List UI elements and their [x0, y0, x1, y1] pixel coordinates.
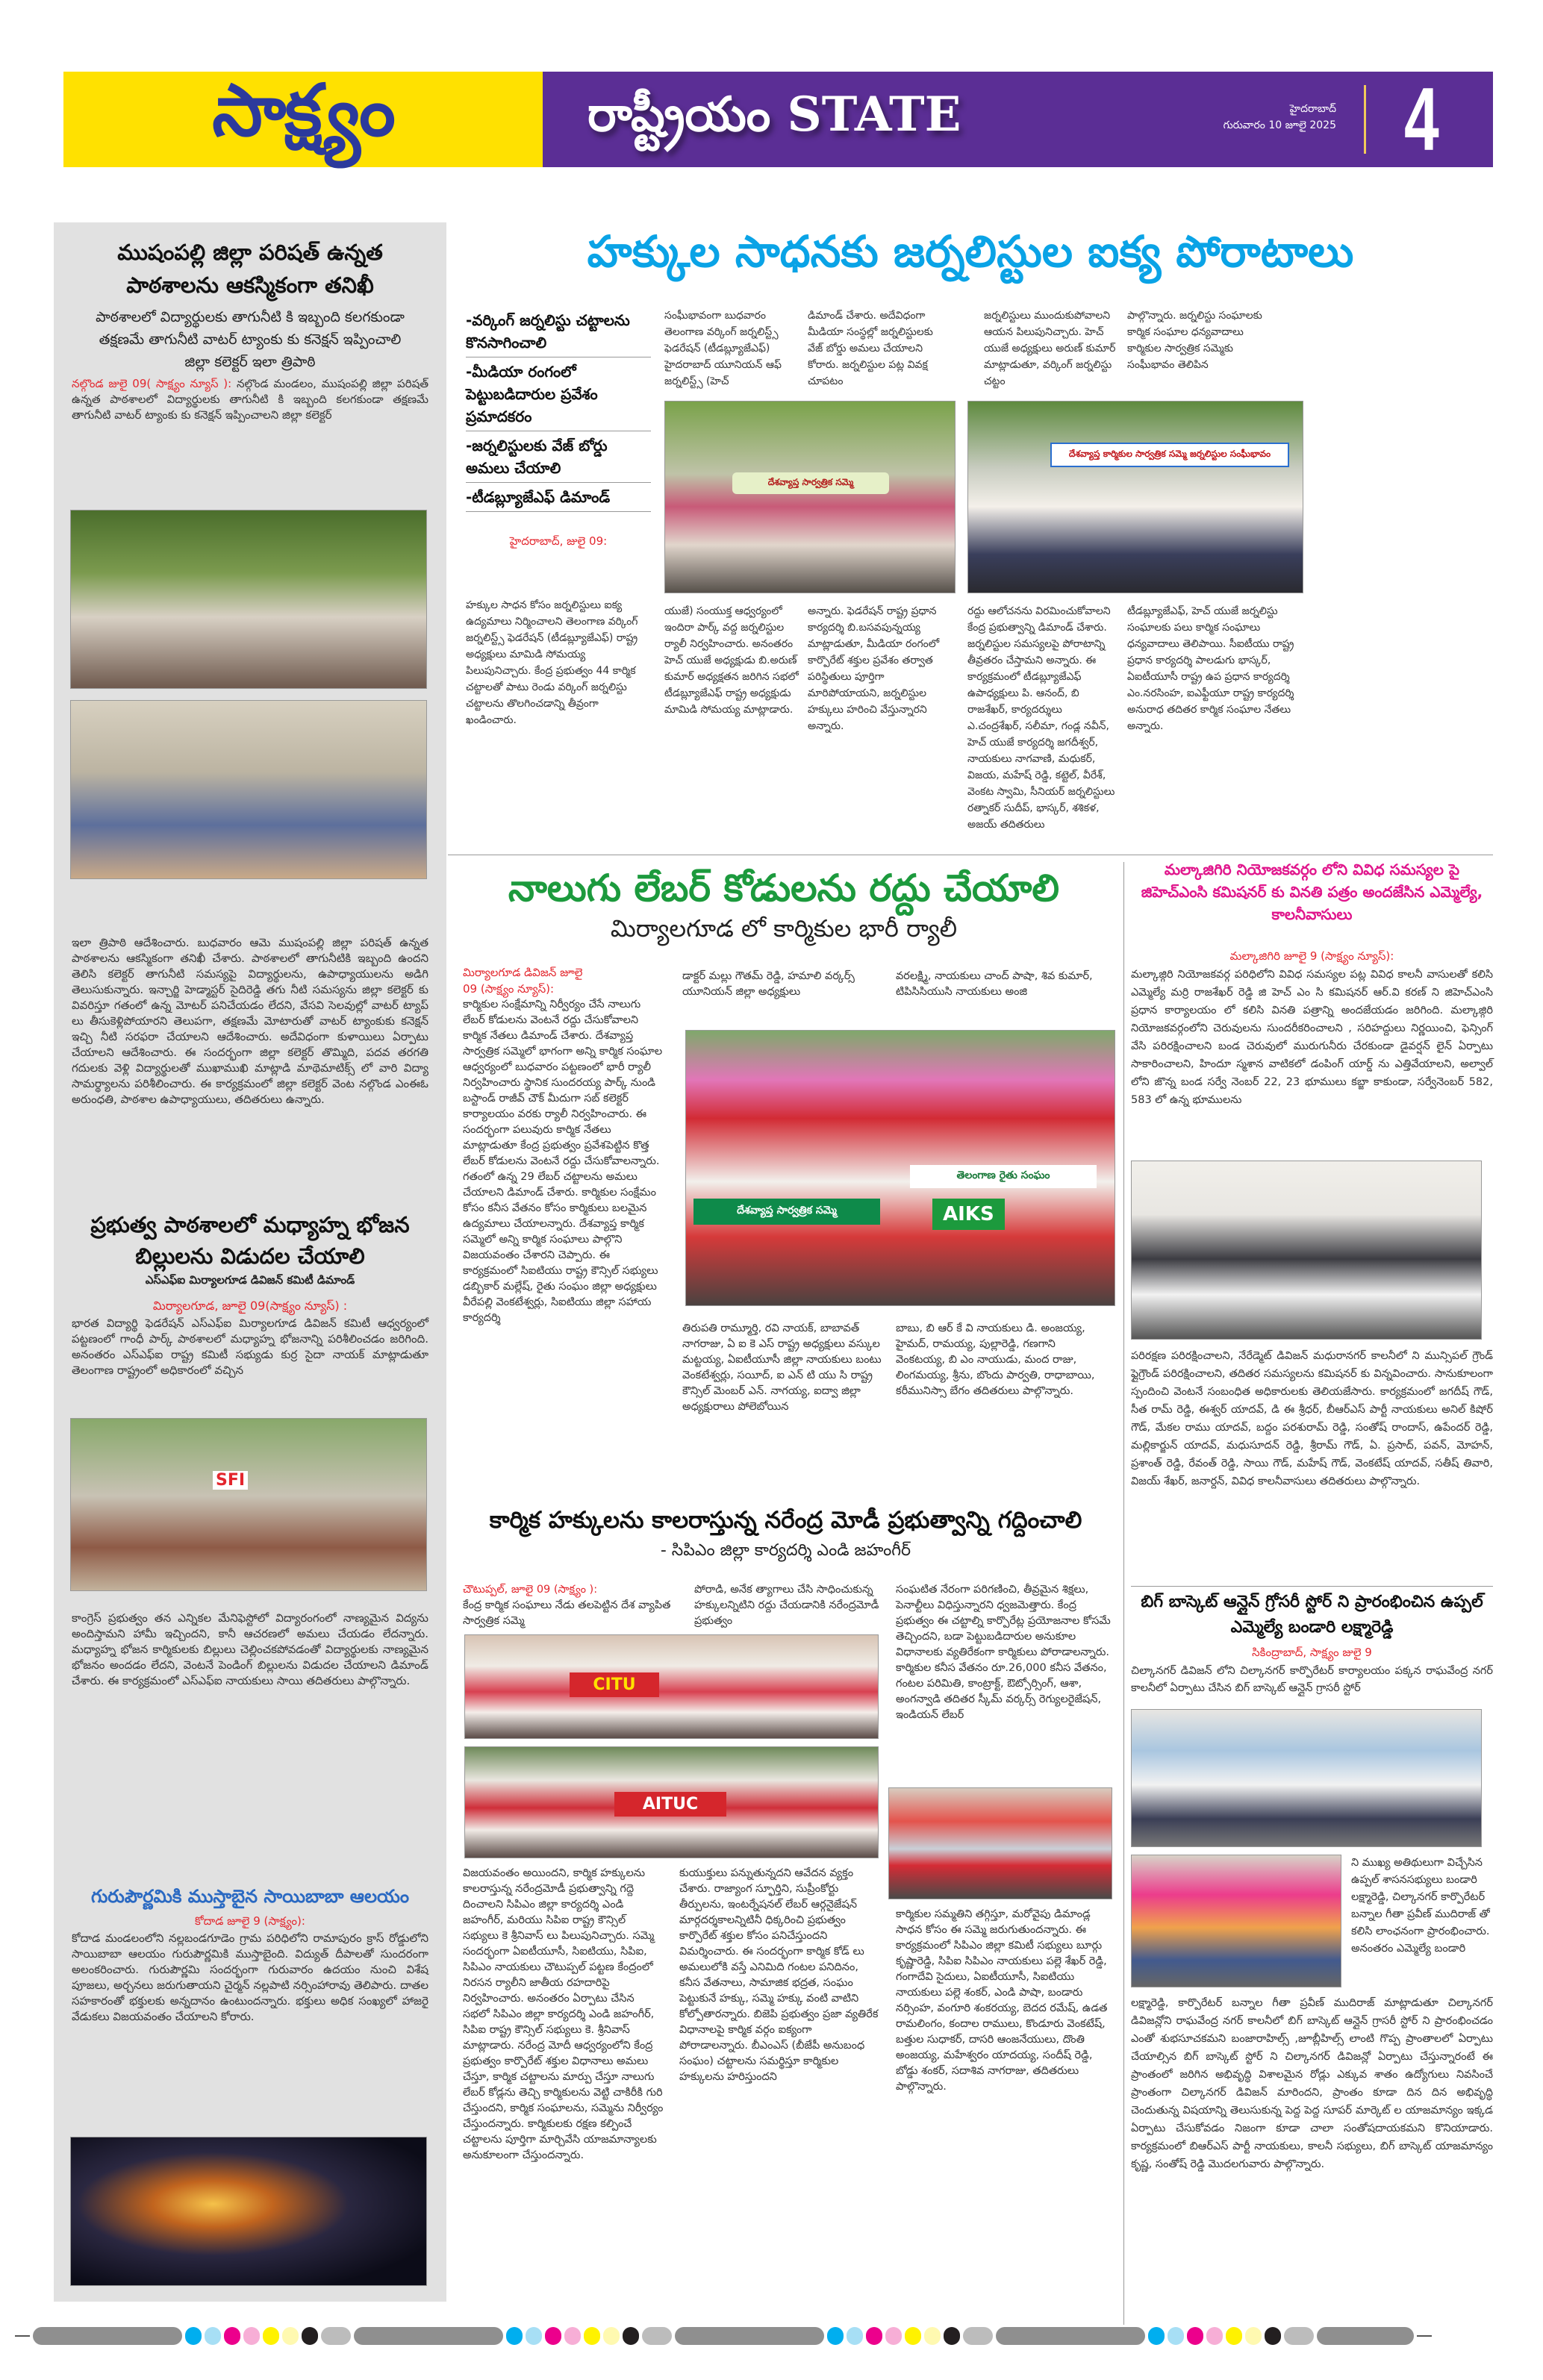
color-patch — [282, 2327, 299, 2345]
lead-column-7: అన్నారు. ఫెడరేషన్ రాష్ట్ర ప్రధాన కార్యదర్శి బి.బసవపున్నయ్య మాట్లాడుతూ, మీడియా రంగంలో కార్పొరేట్ శక్తుల ప్రవేశం తర్వాత పరిస్థితులు పూర్తిగా మారిపోయాయని, జర్నలిస్టుల హక్కులు హరించి వేస్తున్నారని అన్నారు. — [808, 605, 940, 732]
bigbasket-body: లక్ష్మారెడ్డి, కార్పొరేటర్ బన్నాల గీతా ప్రవీణ్ ముదిరాజ్ మాట్లాడుతూ చిల్కానగర్ డివిజన్లోని రాఘవేంద్ర నగర్ కాలనీలో బిగ్ బాస్కెట్ ఆన్లైన్ గ్రాసరీ స్టోర్ ని ప్రారంభించడం ఎంతో శుభసూచకమని బంజారాహిల్స్ ,జూబ్లీహిల్స్ లాంటి గొప్ప ప్రాంతాలలో ఏర్పాటు చేయాల్సిన బిగ్ బాస్కెట్ స్టోర్ ని చిల్కానగర్ డివిజన్లో ఏర్పాటు చేస్తున్నారంటే ఈ ప్రాంతంలో జరిగిన అభివృద్ధి విశాలమైన రోడ్లు ఎక్కువ శాతం ఉద్యోగులు నివసించే ప్రాంతంగా చిల్కానగర్ డివిజన్ మారిందని, ప్రాంతం కూడా దిన దిన అభివృద్ధి చెందుతున్న విషయాన్ని తెలుసుకున్న పెద్ద పెద్ద సూపర్ మార్కెట్ ల యాజమాన్యం ఇక్కడ ఏర్పాటు చేసుకోవడం నిజంగా కూడా చాలా సంతోషదాయకమని కొనియాడారు. కార్యక్రమంలో బిఆర్ఎస్ పార్టీ నాయకులు, కాలనీ సభ్యులు, బిగ్ బాస్కెట్ యాజమాన్యం కృష్ణ, సంతోష్ రెడ్డి మొదలగువారు పాల్గొన్నారు. — [1131, 1997, 1493, 2170]
tint-patch — [963, 2327, 993, 2345]
section-title: రాష్ట్రీయం STATE — [587, 87, 961, 143]
color-patch — [545, 2327, 561, 2345]
highlight-item: -టీడబ్ల్యూజేఎఫ్ డిమాండ్ — [466, 483, 651, 512]
color-patch — [243, 2327, 260, 2345]
bigbasket-side-text: ని ముఖ్య అతిథులుగా విచ్చేసిన ఉప్పల్ శాసనసభ్యులు బండారి లక్ష్మారెడ్డి, చిల్కానగర్ కార్పొరేటర్ బన్నాల గీతా ప్రవీణ్ ముదిరాజ్ తో కలిసి లాంఛనంగా ప్రారంభించారు. అనంతరం ఎమ్మెల్యే బండారి — [1351, 1857, 1490, 1955]
gray-patch — [354, 2327, 503, 2345]
photo-journalists-banner — [967, 401, 1303, 593]
aituc-banner: AITUC — [614, 1792, 726, 1817]
color-patch — [1168, 2327, 1184, 2345]
tint-patch — [321, 2327, 351, 2345]
aiks-banner: AIKS — [932, 1199, 1005, 1230]
subheadline: పాఠశాలలో విద్యార్థులకు తాగునీటి కి ఇబ్బంది కలగకుండా తక్షణమే తాగునీటి వాటర్ ట్యాంకు కు కనెక్షన్ ఇప్పించాలి — [96, 309, 405, 348]
color-patch — [1187, 2327, 1203, 2345]
dateline: కోదాడ జూలై 9 (సాక్ష్యం): — [195, 1914, 305, 1928]
highlight-item: -మీడియా రంగంలో పెట్టుబడిదారుల ప్రవేశం ప్రమాదకరం — [466, 357, 651, 431]
color-patch — [1148, 2327, 1165, 2345]
edition-city: హైదరాబాద్ — [1289, 103, 1336, 115]
malkajgiri-body-top: మల్కాజ్గిరి నియోజకవర్గ పరిధిలోని వివిధ సమస్యల పట్ల వివిధ కాలనీ వాసులతో కలిసి ఎమ్మెల్యే మర్రి రాజశేఖర్ రెడ్డి జి హెచ్ ఎం సి కమిషనర్ ఆర్.వి కరణ్ ని జిహెచ్ఎంసి ప్రధాన కార్యాలయం లో కలిసి వినతి పత్రాన్ని అందజేయడం జరిగింది. మల్కాజ్గిరి నియోజకవర్గంలోని చెరువులను సుందరీకరించాలని , సరిహద్దులు నిర్ణయించి, ఫెన్సింగ్ వేసి పరిరక్షించాలని బండ చెరువులో మురుగునీరు చేరకుండా డైవర్షన్ లైన్ ఏర్పాటు సాకారించాలని, హిందూ స్మశాన వాటికలో డంపింగ్ యార్డ్ ను ఎత్తివేయాలని, అల్వాల్ లోని జొన్న బండ సర్వే నెంబర్ 22, 23 భూములు కబ్జా కాకుండా, సర్వేనెంబర్ 582, 583 లో ఉన్న భూములను — [1131, 969, 1493, 1106]
color-patch — [623, 2327, 639, 2345]
malkajgiri-body-bottom: పరిరక్షణ పరిరక్షించాలని, నేరేడ్మెట్ డివిజన్ మధురానగర్ కాలనీలో ని మున్సిపల్ గ్రౌండ్ ఫ్లైగ్రౌండ్ పరిరక్షించాలని, తదితర సమస్యలను కమిషనర్ కు విన్నవించారు. సానుకూలంగా స్పందించి వెంటనే సంబంధిత అధికారులకు తెలియజేసారు. కార్యక్రమంలో జగదీష్ గౌడ్, సీత రామ్ రెడ్డి, ఈశ్వర్ యాదవ్, డి ఈ శ్రీధర్, బీఆర్ఎస్ పార్టీ నాయకులు అనిల్ కిషోర్ గౌడ్, మేకల రాము యాదవ్, బద్దం పరశురామ్ రెడ్డి, సంతోష్ రాందాస్, ఉపేందర్ రెడ్డి, మల్లికార్జున్ యాదవ్, మధుసూదన్ రెడ్డి, శ్రీరామ్ గౌడ్, ఏ. ప్రసాద్, పవన్, మోహన్, ప్రశాంత్ రెడ్డి, రేవంత్ రెడ్డి, సాయి గౌడ్, మహేష్ గౌడ్, వెంకటేష్ యాదవ్, సతీష్ తివారి, విజయ్ శేఖర్, జనార్దన్, వివిధ కాలనీవాసులు తదితరులు పాల్గొన్నారు. — [1131, 1350, 1493, 1487]
highlight-item: -వర్కింగ్ జర్నలిస్టు చట్టాలను కొనసాగించాలి — [466, 306, 651, 357]
labour-headline: నాలుగు లేబర్ కోడులను రద్దు చేయాలి — [508, 866, 1060, 910]
bigbasket-lead: చిల్కానగర్ డివిజన్ లోని చిల్కానగర్ కార్పొరేటర్ కార్యాలయం పక్కన రాఘవేంద్ర నగర్ కాలనీలో ఏర్పాటు చేసిన బిగ్ బాస్కెట్ ఆన్లైన్ గ్రాసరీ స్టోర్ — [1131, 1665, 1493, 1694]
photo-felicitation — [1131, 1855, 1341, 1987]
photo-cpm-rally — [888, 1787, 1112, 1899]
headline: ముషంపల్లి జిల్లా పరిషత్ ఉన్నత పాఠశాలను ఆకస్మికంగా తనిఖీ — [117, 240, 383, 298]
citu-banner: CITU — [570, 1672, 659, 1697]
color-patch — [263, 2327, 279, 2345]
story-body: కాంగ్రెస్ ప్రభుత్వం తన ఎన్నికల మేనిఫెస్టోలో విద్యారంగంలో నాణ్యమైన విద్యను అందిస్తామని హామీ ఇచ్చిందని, కానీ ఆచరణలో అమలు చేయడం లేదన్నారు. మధ్యాహ్న భోజన కార్మికులకు బిల్లులు చెల్లించకపోవడంతో విద్యార్థులకు నాణ్యమైన భోజనం అందడం లేదని, వెంటనే పెండింగ్ బిల్లులను విడుదల చేయాలని డిమాండ్ చేశారు. ఈ కార్యక్రమంలో ఎస్ఎఫ్ఐ నాయకులు సాయి తదితరులు పాల్గొన్నారు. — [72, 1611, 428, 1687]
labour-column-3-top: వరలక్ష్మి, నాయకులు చాంద్ పాషా, శివ కుమార్, టిపిసిసియుసి నాయకులు అంజి — [896, 970, 1093, 998]
dateline: నల్గొండ జులై 09( సాక్ష్యం న్యూస్ ): — [72, 377, 232, 390]
story-body: కార్మికుల సంక్షేమాన్ని నిర్వీర్యం చేసే నాలుగు లేబర్ కోడులను వెంటనే రద్దు చేసుకోవాలని కార్మిక నేతలు డిమాండ్ చేశారు. దేశవ్యాప్త సార్వత్రిక సమ్మెలో భాగంగా అన్ని కార్మిక సంఘాల ఆధ్వర్యంలో బుధవారం పట్టణంలో భారీ ర్యాలీ నిర్వహించారు స్థానిక సుందరయ్య పార్క్ నుండి బస్టాండ్ రాజీవ్ చౌక్ మీదుగా సబ్ కలెక్టర్ కార్యాలయం వరకు ర్యాలీ నిర్వహించారు. ఈ సందర్భంగా పలువురు కార్మిక నేతలు మాట్లాడుతూ కేంద్ర ప్రభుత్వం ప్రవేశపెట్టిన కొత్త లేబర్ కోడులను వెంటనే రద్దు చేసుకోవాలన్నారు. గతంలో ఉన్న 29 లేబర్ చట్టాలను అమలు చేయాలని డిమాండ్ చేశారు. కార్మికుల సంక్షేమం కోసం కనీస వేతనం కోసం కార్మికులు బలమైన ఉద్యమాలు చేయాలన్నారు. దేశవ్యాప్త కార్మిక సమ్మెలో అన్ని కార్మిక సంఘాలు పాల్గొని విజయవంతం చేశారని చెప్పారు. ఈ కార్యక్రమంలో సిఐటియు రాష్ట్ర కౌన్సిల్ సభ్యులు డబ్బికార్ మల్లేష్, రైతు సంఘం జిల్లా అధ్యక్షులు వీరేపల్లి వెంకటేశ్వర్లు, సిఐటియు జిల్లా సహాయ కార్యదర్శి — [463, 999, 663, 1324]
story-lead: భారత విద్యార్థి ఫెడరేషన్ ఎస్ఎఫ్ఐ మిర్యాలగూడ డివిజన్ కమిటీ ఆధ్వర్యంలో పట్టణంలో గాంధీ పార్క్ పాఠశాలలో మధ్యాహ్న భోజనాన్ని పరిశీలించడం జరిగింది. అనంతరం ఎస్ఎఫ్ఐ రాష్ట్ర కమిటీ సభ్యుడు కుర్ర సైదా నాయక్ మాట్లాడుతూ తెలంగాణ రాష్ట్రంలో అధికారంలో వచ్చిన — [72, 1317, 428, 1377]
labour-column-3-bottom: బాబు, బి ఆర్ కే వి నాయకులు డి. అంజయ్య, హైమద్, రామయ్య, పుల్లారెడ్డి, గణగాని వెంకటయ్య, బి ఎం నాయుడు, మంద రాజు, లింగమయ్య, శ్రీను, బొందు పార్వతి, రాధాబాయి, కరీమునిస్సా బేగం తదితరులు పాల్గొన్నారు. — [896, 1322, 1095, 1397]
cpm-column-2-top: పోరాడి, అనేక త్యాగాలు చేసి సాధించుకున్న హక్కులన్నిటిని రద్దు చేయడానికి నరేంద్రమోడీ ప్రభుత్వం — [694, 1584, 879, 1627]
lead-column-4: పాల్గొన్నారు. జర్నలిస్టు సంఘాలకు కార్మిక సంఘాల ధన్యవాదాలు కార్మికుల సార్వత్రిక సమ్మెకు సంఘీభావం తెలిపిన — [1127, 310, 1262, 371]
photo-mla-commissioner — [1131, 1161, 1482, 1340]
photo-labour-rally — [685, 1030, 1115, 1306]
color-patch — [526, 2327, 542, 2345]
dateline: మిర్యాలగూడ డివిజన్ జూలై 09 (సాక్ష్యం న్యూస్): — [463, 966, 583, 996]
color-patch — [924, 2327, 941, 2345]
color-patch — [885, 2327, 902, 2345]
tint-patch — [1284, 2327, 1314, 2345]
lead-column-2: డిమాండ్ చేశారు. అదేవిధంగా మీడియా సంస్థల్లో జర్నలిస్టులకు వేజ్ బోర్డు అమలు చేయాలని కోరారు. జర్నలిస్టుల పట్ల వివక్ష చూపటం — [808, 310, 933, 387]
photo-citu-protest — [464, 1634, 879, 1739]
lead-column-9: టీడబ్ల్యూజేఎఫ్, హెచ్ యుజే జర్నలిస్టు సంఘాలకు పలు కార్మిక సంఘాలు ధన్యవాదాలు తెలిపాయి. సీఐటీయు రాష్ట్ర ప్రధాన కార్యదర్శి పాలడుగు భాస్కర్, ఏఐటీయూసీ రాష్ట్ర ఉప ప్రధాన కార్యదర్శి ఎం.నరసింహ, ఐఎఫ్టీయూ రాష్ట్ర కార్యదర్శి అనురాధ తదితర కార్మిక సంఘాల నేతలు అన్నారు. — [1127, 605, 1294, 732]
headline: గురుపౌర్ణమికి ముస్తాబైన సాయిబాబా ఆలయం — [90, 1886, 410, 1907]
story-body: కేంద్ర కార్మిక సంఘాలు నేడు తలపెట్టిన దేశ వ్యాపిత సార్వత్రిక సమ్మె — [463, 1599, 671, 1627]
lead-column-3: జర్నలిస్టులు ముందుకుపోవాలని ఆయన పిలుపునిచ్చారు. హెచ్ యుజే అధ్యక్షులు అరుణ్ కుమార్ మాట్లాడుతూ, వర్కింగ్ జర్నలిస్టు చట్టం — [984, 310, 1116, 387]
lead-column-5: హక్కుల సాధన కోసం జర్నలిస్టులు ఐక్య ఉద్యమాలు నిర్మించాలని తెలంగాణ వర్కింగ్ జర్నలిస్ట్స్ ఫెడరేషన్ (టీడబ్ల్యూజేఎఫ్) రాష్ట్ర అధ్యక్షులు మామిడి సోమయ్య పిలుపునిచ్చారు. కేంద్ర ప్రభుత్వం 44 కార్మిక చట్టాలతో పాటు రెండు వర్కింగ్ జర్నలిస్టు చట్టాలను తొలగించడాన్ని తీవ్రంగా ఖండించారు. — [466, 599, 638, 726]
color-patch — [603, 2327, 620, 2345]
logo-text: సాక్ష్యం — [212, 69, 394, 152]
labour-column-1 — [463, 964, 664, 1326]
print-color-bar — [15, 2327, 1528, 2345]
color-patch — [944, 2327, 960, 2345]
sammelan-banner: దేశవ్యాప్త కార్మికుల సార్వత్రిక సమ్మె జర్నలిస్టుల సంఘీభావం — [1050, 443, 1289, 467]
color-patch — [185, 2327, 202, 2345]
gray-patch — [33, 2327, 182, 2345]
color-patch — [905, 2327, 921, 2345]
cpm-subheadline: - సిపిఎం జిల్లా కార్యదర్శి ఎండి జహంగీర్ — [660, 1541, 911, 1560]
lead-headline: హక్కుల సాధనకు జర్నలిస్టుల ఐక్య పోరాటాలు — [587, 226, 1354, 277]
labour-column-2-bottom: తిరుపతి రామ్మూర్తి, రవి నాయక్, బాబావత్ నాగరాజు, ఏ ఐ కె ఎస్ రాష్ట్ర అధ్యక్షులు వస్కుల మట్టయ్య, ఏఐటీయూసీ జిల్లా నాయకులు బంటు వెంకటేశ్వర్లు, సయీద్, ఐ ఎన్ టి యు సి రాష్ట్ర కౌన్సిల్ మెంబర్ ఎన్. నాగయ్య, ఐద్వా జిల్లా అధ్యక్షురాలు పోలెబోయిన — [682, 1322, 882, 1413]
labour-column-2-top: డాక్టర్ మల్లు గౌతమ్ రెడ్డి, హమాలి వర్కర్స్ యూనియన్ జిల్లా అధ్యక్షులు — [682, 970, 855, 998]
masthead-logo — [63, 69, 543, 167]
registration-mark — [1417, 2335, 1432, 2337]
highlight-item: -జర్నలిస్టులకు వేజ్ బోర్డు అమలు చేయాలి — [466, 431, 651, 483]
color-patch — [506, 2327, 523, 2345]
byline: జిల్లా కలెక్టర్ ఇలా త్రిపాఠి — [184, 354, 316, 370]
photo-collector-classroom — [70, 700, 427, 879]
labour-subheadline: మిర్యాలగూడ లో కార్మికుల భారీ ర్యాలీ — [610, 914, 958, 943]
story-midday-meal — [72, 1209, 428, 1378]
masthead-divider — [1364, 85, 1366, 154]
photo-sai-temple-lights — [70, 2137, 427, 2286]
story-school-inspection — [72, 236, 428, 423]
color-patch — [1206, 2327, 1223, 2345]
dateline: మిర్యాలగూడ, జూలై 09(సాక్ష్యం న్యూస్) : — [152, 1299, 348, 1313]
color-patch — [1226, 2327, 1242, 2345]
subheadline: ఎస్ఎఫ్ఐ మిర్యాలగూడ డివిజన్ కమిటీ డిమాండ్ — [145, 1273, 355, 1287]
lead-highlights — [466, 306, 651, 551]
cpm-column-3-top: సంఘటిత నేరంగా పరిగణించి, తీవ్రమైన శిక్షలు, పెనాల్టీలు విధిస్తున్నారని ధ్వజమెత్తారు. కేంద్ర ప్రభుత్వం ఈ చట్టాల్ని కార్పొరేట్ల ప్రయోజనాల కోసమే తెచ్చిందని, బడా పెట్టుబడిదారుల అనుకూల విధానాలకు వ్యతిరేకంగా కార్మికులు పోరాడాలన్నారు. కార్మికుల కనీస వేతనం రూ.26,000 కనీస వేతనం, గంటల పరిమితి, కాంట్రాక్ట్, ఔట్సోర్సింగ్, ఆశా, అంగన్వాడి తదితర స్కీమ్ వర్కర్స్ రెగ్యులరైజేషన్, ఇండియన్ లేబర్ — [896, 1584, 1111, 1721]
page-number: 4 — [1404, 69, 1439, 169]
masthead-band — [543, 69, 1493, 169]
bigbasket-dateline: సికింద్రాబాద్, సాక్ష్యం జులై 9 — [1252, 1646, 1372, 1659]
gray-patch — [675, 2327, 824, 2345]
photo-sfi-school-visit — [70, 1418, 427, 1591]
rally-banner-rythu: తెలంగాణ రైతు సంఘం — [910, 1165, 1097, 1188]
story-lead — [72, 376, 428, 423]
color-patch — [302, 2327, 318, 2345]
photo-ribbon-cutting — [1131, 1709, 1482, 1847]
rally-banner-green: దేశవ్యాప్త సార్వత్రిక సమ్మె — [693, 1199, 880, 1225]
color-patch — [205, 2327, 221, 2345]
left-sidebar-column — [54, 222, 446, 2302]
cpm-column-1-bottom: విజయవంతం అయిందని, కార్మిక హక్కులను కాలరాస్తున్న నరేంద్రమోడీ ప్రభుత్వాన్ని గద్దె దించాలని సిపిఎం జిల్లా కార్యదర్శి ఎండి జహంగీర్, మరియు సిపిఐ రాష్ట్ర కౌన్సిల్ సభ్యులు కె శ్రీనివాస్ లు పిలుపునిచ్చారు. సమ్మె సందర్భంగా ఏఐటీయూసీ, సిఐటియు, సిపిఐ, సిపిఎం నాయకులు చౌటుప్పల్ పట్టణ కేంద్రంలో నిరసన ర్యాలీని జాతీయ రహదారిపై నిర్వహించారు. అనంతరం ఏర్పాటు చేసిన సభలో సిపిఎం జిల్లా కార్యదర్శి ఎండి జహంగీర్, సిపిఐ రాష్ట్ర కౌన్సిల్ సభ్యులు కె. శ్రీనివాస్ మాట్లాడారు. నరేంద్ర మోదీ ఆధ్వర్యంలోని కేంద్ర ప్రభుత్వం కార్పొరేట్ శక్తుల విధానాలు అమలు చేస్తూ, కార్మిక చట్టాలను మార్పు చేస్తూ నాలుగు లేబర్ కోడ్లను తెచ్చి కార్మికులను వెట్టి చాకిరీకి గురి చేస్తుందని, కార్మిక సంఘాలను, సమ్మెను నిర్వీర్యం చేస్తుందన్నారు. కార్మికులకు రక్షణ కల్పించే చట్టాలను పూర్తిగా మార్చివేసి యాజమాన్యాలకు అనుకూలంగా చేస్తుందన్నారు. — [463, 1867, 664, 2161]
rally-banner: దేశవ్యాప్త సార్వత్రిక సమ్మె — [732, 472, 889, 494]
lead-text: నల్గొండ మండలం, ముషంపల్లి జిల్లా పరిషత్ ఉన్నత పాఠశాలలో విద్యార్థులకు తాగునీటి కి ఇబ్బంది కలగకుండా తక్షణమే తాగునీటి వాటర్ ట్యాంకు కు కనెక్షన్ ఇప్పించాలని జిల్లా కలెక్టర్ — [72, 377, 428, 422]
story-body: కోదాడ మండలంలోని నల్లబండగూడెం గ్రామ పరిధిలోని రామాపురం క్రాస్ రోడ్డులోని సాయిబాబా ఆలయం గురుపౌర్ణమికి ముస్తాబైంది. విద్యుత్ దీపాలతో సుందరంగా అలంకరించారు. గురుపౌర్ణమి సందర్భంగా గురువారం ఉదయం నుంచి విశేష పూజలు, అర్చనలు జరుగుతాయని చైర్మన్ నల్లపాటి నర్సింహారావు తెలిపారు. దాతల సహకారంతో భక్తులకు అన్నదానం ఉంటుందన్నారు. భక్తులు అధిక సంఖ్యలో హాజరై వేడుకలు విజయవంతం చేయాలని కోరారు. — [72, 1931, 428, 2023]
registration-mark — [15, 2335, 30, 2337]
photo-aituc-protest — [464, 1746, 879, 1858]
gray-patch — [996, 2327, 1145, 2345]
section-divider — [1131, 1586, 1493, 1587]
color-patch — [1245, 2327, 1262, 2345]
photo-journalists-rally — [664, 401, 956, 593]
lead-column-8: రద్దు ఆలోచనను విరమించుకోవాలని కేంద్ర ప్రభుత్వాన్ని డిమాండ్ చేశారు. జర్నలిస్టుల సమస్యలపై పోరాటాన్ని తీవ్రతరం చేస్తామని అన్నారు. ఈ కార్యక్రమంలో టీడబ్ల్యూజేఎఫ్ ఉపాధ్యక్షులు పి. ఆనంద్, బి రాజశేఖర్, కార్యదర్శులు ఎ.చంద్రశేఖర్, సలీమా, గండ్ల నవీన్, హెచ్ యుజే కార్యదర్శి జగదీశ్వర్, నాయకులు నాగవాణి, మధుకర్, విజయ, మహేష్ రెడ్డి, కట్టెల్, వీరేశ్, వెంకట స్వామి, సీనియర్ జర్నలిస్టులు రత్నాకర్ సుదీప్, భాస్కర్, శశికళ, అజయ్ తదితరులు — [967, 605, 1115, 831]
color-patch — [564, 2327, 581, 2345]
tint-patch — [642, 2327, 672, 2345]
color-patch — [224, 2327, 240, 2345]
story-sai-temple — [72, 1883, 428, 2025]
photo-collector-school-visit — [70, 510, 427, 689]
color-patch — [847, 2327, 863, 2345]
gray-patch — [1317, 2327, 1414, 2345]
malkajgiri-headline: మల్కాజిగిరి నియోజకవర్గం లోని వివిధ సమస్యల పై జిహెచ్ఎంసి కమిషనర్ కు వినతి పత్రం అందజేసిన ఎమ్మెల్యే, కాలనీవాసులు — [1141, 861, 1483, 923]
edition-date: గురువారం 10 జూలై 2025 — [1223, 119, 1336, 131]
cpm-headline: కార్మిక హక్కులను కాలరాస్తున్న నరేంద్ర మోడీ ప్రభుత్వాన్ని గద్దించాలి — [489, 1507, 1082, 1534]
cpm-column-2-bottom: కుయుక్తులు పన్నుతున్నదని ఆవేదన వ్యక్తం చేశారు. రాజ్యాంగ స్ఫూర్తిని, సుప్రీంకోర్టు తీర్పులను, ఇంటర్నేషనల్ లేబర్ ఆర్గనైజేషన్ మార్గదర్శకాలన్నిటినీ ధిక్కరించి ప్రభుత్వం కార్పొరేట్ శక్తుల కోసం పనిచేస్తుందని విమర్శించారు. ఈ సందర్భంగా కార్మిక కోడ్ లు అమలులోకి వస్తే ఎనిమిది గంటల పనిదినం, కనీస వేతనాలు, సామాజిక భద్రత, సంఘం పెట్టుకునే హక్కు, సమ్మె హక్కు వంటి వాటిని కోల్పోతారన్నారు. బిజెపి ప్రభుత్వం ప్రజా వ్యతిరేక విధానాలపై కార్మిక వర్గం ఐక్యంగా పోరాడాలన్నారు. బీఎంఎస్ (బీజేపీ అనుబంధ సంఘం) చట్టాలను సమర్థిస్తూ కార్మికుల హక్కులను హరిస్తుందని — [679, 1867, 879, 2083]
cpm-column-3-bottom: కార్మికుల సమ్మతిని తగ్గిస్తూ, మరోవైపు డిమాండ్ల సాధన కోసం ఈ సమ్మె జరుగుతుందన్నారు. ఈ కార్యక్రమంలో సిపిఎం జిల్లా కమిటీ సభ్యులు బూర్గు కృష్ణారెడ్డి, సిపిఐ సిపిఎం నాయకులు పల్లె శేఖర్ రెడ్డి, గంగాదేవి సైదులు, ఏఐటీయూసీ, సిఐటియు నాయకులు పల్లె శంకర్, ఎండి పాషా, బండారు నర్సింహ, వంగూరి శంకరయ్య, బెదద రమేష్, ఉడత రామలింగం, కందాల రాములు, కొండూరు వెంకటేష్, బత్తుల సుధాకర్, దాసరి ఆంజనేయులు, దొంతి అంజయ్య, మహేశ్వరం యాదయ్య, సందీష్ రెడ్డి, బోడ్డు శంకర్, సదాశివ నాగరాజు, తదితరులు పాల్గొన్నారు. — [896, 1908, 1108, 2093]
bigbasket-headline: బిగ్ బాస్కెట్ ఆన్లైన్ గ్రోసరీ స్టోర్ ని ప్రారంభించిన ఉప్పల్ ఎమ్మెల్యే బండారి లక్ష్మారెడ్డి — [1141, 1593, 1483, 1637]
dateline: హైదరాబాద్, జులై 09: — [509, 534, 608, 548]
color-patch — [1265, 2327, 1281, 2345]
color-patch — [584, 2327, 600, 2345]
malkajgiri-dateline: మల్కాజిగిరి జూలై 9 (సాక్ష్యం న్యూస్): — [1229, 949, 1394, 963]
color-patch — [866, 2327, 882, 2345]
cpm-column-1-top — [463, 1582, 687, 1629]
sfi-sign: SFI — [213, 1471, 248, 1490]
lead-column-6: యుజే) సంయుక్త ఆధ్వర్యంలో ఇందిరా పార్క్ వద్ద జర్నలిస్టుల ర్యాలీ నిర్వహించారు. అనంతరం హెచ్ యుజే అధ్యక్షుడు బి.అరుణ్ కుమార్ అధ్యక్షతన జరిగిన సభలో టీడబ్ల్యూజేఎఫ్ రాష్ట్ర అధ్యక్షుడు మామిడి సోమయ్య మాట్లాడారు. — [664, 605, 799, 716]
color-patch — [827, 2327, 844, 2345]
headline: ప్రభుత్వ పాఠశాలలో మధ్యాహ్న భోజన బిల్లులను విడుదల చేయాలి — [90, 1212, 410, 1269]
dateline: చౌటుప్పల్, జూలై 09 (సాక్ష్యం ): — [463, 1584, 598, 1596]
story-body: ఇలా త్రిపాఠి ఆదేశించారు. బుధవారం ఆమె ముషంపల్లి జిల్లా పరిషత్ ఉన్నత పాఠశాలను ఆకస్మికంగా తనిఖీ చేశారు. పాఠశాలలో తాగునీటికి ఇబ్బంది ఉందని తెలిసి కలెక్టర్ తాగునీటి సమస్యపై విద్యార్థులను, ఉపాధ్యాయులను అడిగి తెలుసుకున్నారు. ఇన్చార్జి హెడ్మాస్టర్ సైదిరెడ్డి తగు నీటి సమస్యను జిల్లా కలెక్టర్ కు వివరిస్తూ గతంలో ఉన్న మోటర్ పనిచేయడం లేదని, వేసవి సెలవుల్లో వాటర్ ట్యాప్ లు తీసుకెళ్లిపోయారని తెలుపగా, తక్షణమే మోటారుతో వాటర్ ట్యాంకుకు కనెక్షన్ ఇచ్చి నీటి సరఫరా చేయాలని ఆదేశించారు. అదేవిధంగా కుళాయిలు ఏర్పాటు చేయాలని ఆదేశించారు. ఈ సందర్భంగా జిల్లా కలెక్టర్ తొమ్మిది, పదవ తరగతి గదులకు వెళ్లి విద్యార్థులతో ముఖాముఖి మాట్లాడి మాథెమాటిక్స్ లో వారి విద్యా సామర్థ్యాలను పరిశీలించారు. ఈ కార్యక్రమంలో జిల్లా కలెక్టర్ వెంట నల్గొండ ఎంఈఓ అరుంధతి, పాఠశాల ఉపాధ్యాయులు, తదితరులు ఉన్నారు. — [72, 936, 428, 1106]
lead-column-1: సంఘీభావంగా బుధవారం తెలంగాణ వర్కింగ్ జర్నలిస్ట్స్ ఫెడరేషన్ (టీడబ్ల్యూజేఎఫ్) హైదరాబాద్ యూనియన్ ఆఫ్ జర్నలిస్ట్స్ (హెచ్ — [664, 310, 782, 387]
column-divider — [1123, 862, 1124, 2325]
